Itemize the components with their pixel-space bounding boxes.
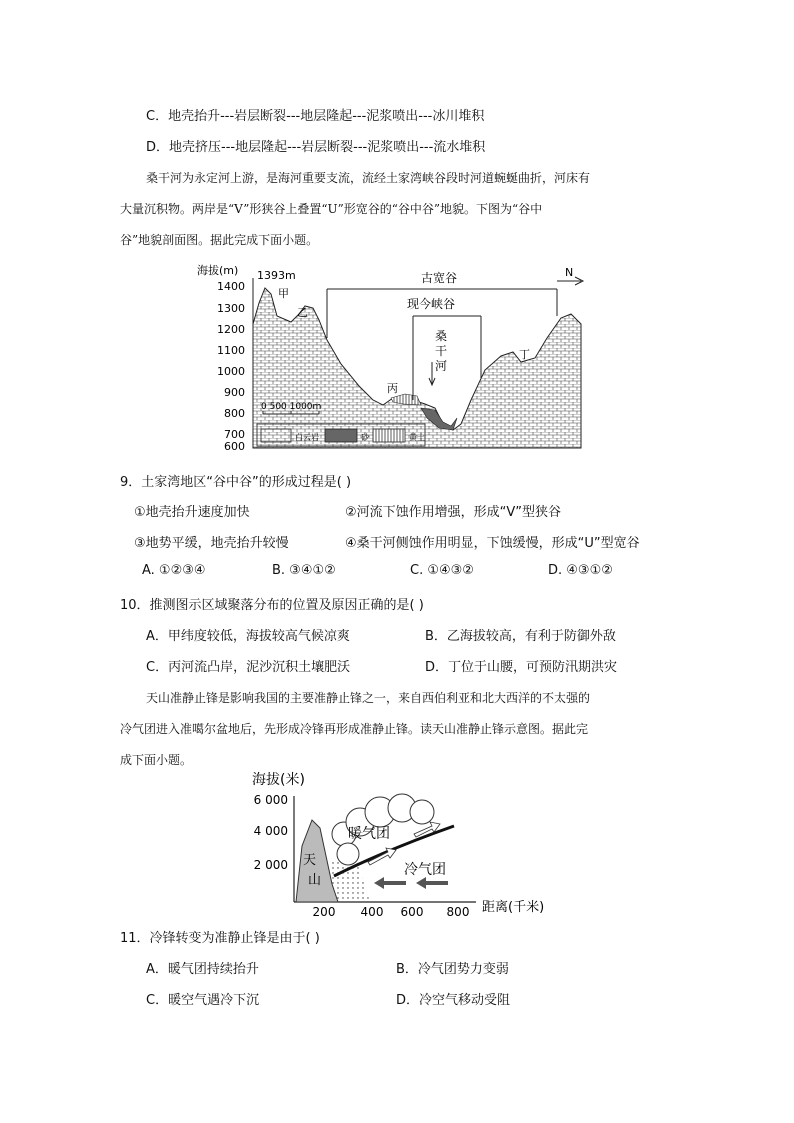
fig1-ytick: 1300 [217,302,245,315]
q9-stem: 9．土家湾地区“谷中谷”的形成过程是( ) [120,475,352,490]
point-jia: 甲 [278,287,289,300]
cold-air-arrow [416,877,448,889]
north-label: N [565,266,574,279]
fig2-xlabel: 距离(千米) [482,900,545,915]
q11-option-b[interactable]: B．冷气团势力变弱 [396,962,509,977]
fig2-xtick: 200 [312,905,336,919]
scale-label: 0 500 1000m [261,402,322,412]
passage1-line2: 大量沉积物。两岸是“V”形狭谷上叠置“U”形宽谷的“谷中谷”地貌。下图为“谷中 [120,202,543,216]
passage1-line3: 谷”地貌剖面图。据此完成下面小题。 [120,233,319,247]
fig1-ytick: 1000 [217,365,245,378]
fig2-xtick: 800 [446,905,470,919]
legend-loess: 黄土 [409,433,425,442]
point-yi: 乙 [297,306,308,319]
cold-air-arrow [374,877,406,889]
q11-option-c[interactable]: C．暖空气遇冷下沉 [146,993,260,1008]
q11-stem: 11．冷锋转变为准静止锋是由于( ) [120,931,320,946]
q9-option-b[interactable]: B. ③④①② [272,563,336,578]
fig2-ytick: 4 000 [253,824,288,838]
fig1-ytick: 900 [224,386,245,399]
fig1-ylabel: 海拔(m) [197,264,239,277]
mountain-label: 天 [303,853,317,868]
fig2-ytick: 6 000 [253,793,288,807]
ancient-valley-label: 古宽谷 [421,271,458,285]
cold-air-label: 冷气团 [404,862,446,878]
mountain-label: 山 [308,873,322,888]
option-c-prev: C．地壳抬升---岩层断裂---地层隆起---泥浆喷出---冰川堆积 [146,109,485,124]
fig1-ytick: 1400 [217,280,245,293]
fig1-ytick: 1200 [217,323,245,336]
fig2-ylabel: 海拔(米) [252,772,305,788]
fig2-ytick: 2 000 [253,858,288,872]
option-d-prev: D．地壳挤压---地层隆起---岩层断裂---泥浆喷出---流水堆积 [146,140,486,155]
legend-sand: 砂 [361,433,369,442]
fig2-xtick: 400 [360,905,384,919]
point-bing: 丙 [387,382,398,395]
valley-profile-figure [195,258,605,453]
river-label: 河 [435,359,448,373]
q9-statement-4: ④桑干河侧蚀作用明显，下蚀缓慢，形成“U”型宽谷 [345,536,640,551]
q9-statement-2: ②河流下蚀作用增强，形成“V”型狭谷 [345,505,562,520]
q11-option-d[interactable]: D．冷空气移动受阻 [396,993,511,1008]
q9-option-c[interactable]: C. ①④③② [410,563,474,578]
legend-dolomite: 白云岩 [295,433,319,442]
passage1-line1: 桑干河为永定河上游，是海河重要支流，流经土家湾峡谷段时河道蜿蜒曲折，河床有 [146,171,591,185]
peak-label: 1393m [257,269,296,282]
fig1-ytick: 800 [224,407,245,420]
river-label: 桑 [435,329,448,343]
fig1-ytick: 600 [224,440,245,453]
fig1-ytick: 1100 [217,344,245,357]
passage2-line3: 成下面小题。 [120,753,193,767]
q9-option-d[interactable]: D. ④③①② [548,563,613,578]
q10-option-c[interactable]: C．丙河流凸岸，泥沙沉积土壤肥沃 [146,660,351,675]
fig2-xtick: 600 [400,905,424,919]
q10-stem: 10．推测图示区域聚落分布的位置及原因正确的是( ) [120,598,424,613]
river-label: 干 [435,344,448,358]
fig1-ytick: 700 [224,428,245,441]
warm-air-label: 暖气团 [348,826,390,842]
modern-gorge-label: 现今峡谷 [407,297,456,311]
passage2-line2: 冷气团进入准噶尔盆地后，先形成冷锋再形成准静止锋。读天山准静止锋示意图。据此完 [120,722,589,736]
q9-option-a[interactable]: A. ①②③④ [142,563,206,578]
q11-option-a[interactable]: A．暖气团持续抬升 [146,962,259,977]
q10-option-a[interactable]: A．甲纬度较低，海拔较高气候凉爽 [146,629,350,644]
q10-option-b[interactable]: B．乙海拔较高，有利于防御外敌 [425,629,616,644]
q10-option-d[interactable]: D．丁位于山腰，可预防汛期洪灾 [425,660,618,675]
front-diagram-figure [236,766,556,921]
point-ding: 丁 [519,348,530,361]
q9-statement-3: ③地势平缓，地壳抬升较慢 [134,536,289,551]
passage2-line1: 天山准静止锋是影响我国的主要准静止锋之一，来自西伯利亚和北大西洋的不太强的 [146,691,591,705]
q9-statement-1: ①地壳抬升速度加快 [134,505,250,520]
